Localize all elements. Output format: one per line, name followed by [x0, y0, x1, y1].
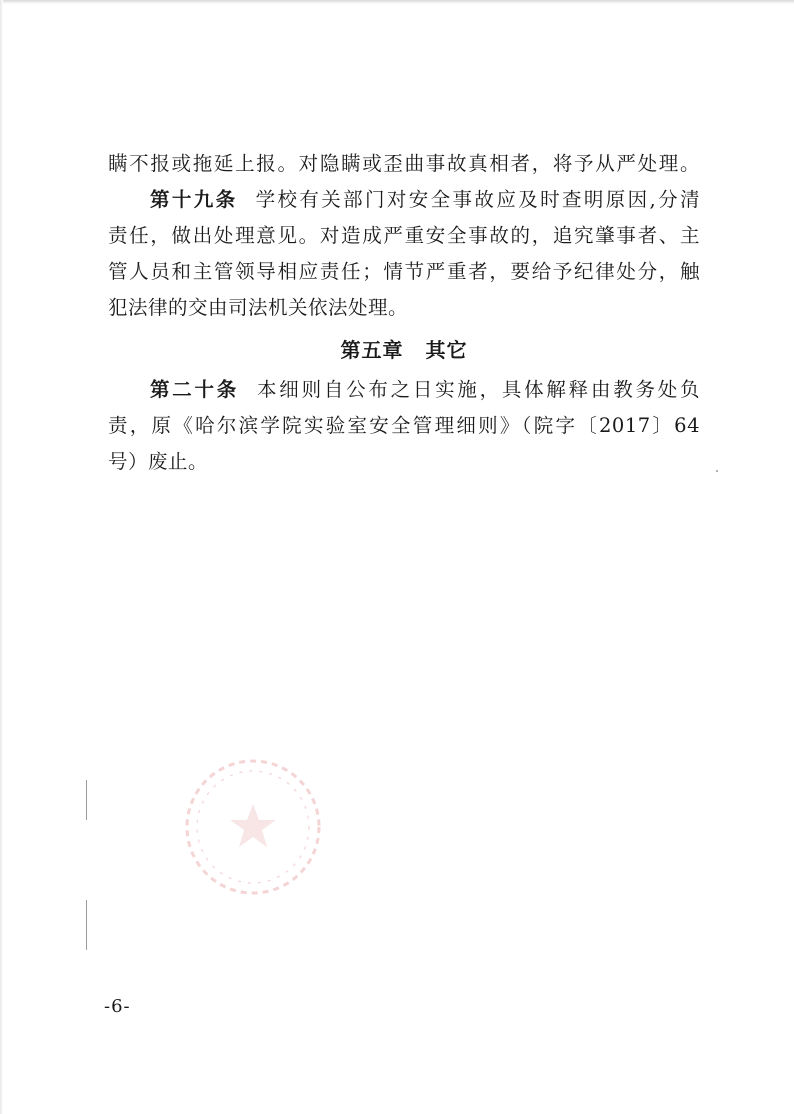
scan-edge-left — [0, 0, 3, 1114]
article-19-number: 第十九条 — [150, 188, 238, 211]
chapter-heading — [108, 332, 700, 368]
chapter-title: 其它 — [425, 338, 468, 362]
page-number: -6- — [104, 996, 131, 1017]
article-19-line-3: 管人员和主管领导相应责任；情节严重者，要给予纪律处分，触 — [108, 260, 700, 283]
scan-edge-top — [0, 0, 794, 4]
article-20-number: 第二十条 — [150, 378, 240, 401]
article-19-line-1 — [108, 182, 700, 218]
scan-speck — [86, 780, 87, 820]
article-20-line-1 — [108, 372, 700, 408]
document-body — [108, 146, 700, 480]
article-20-line-2: 责，原《哈尔滨学院实验室安全管理细则》（院字〔2017〕64 — [108, 414, 700, 437]
article-19-line-4: 犯法律的交由司法机关依法处理。 — [108, 296, 409, 319]
article-20-text-1: 本细则自公布之日实施，具体解释由教务处负 — [257, 378, 700, 401]
article-19-line-2: 责任，做出处理意见。对造成严重安全事故的，追究肇事者、主 — [108, 224, 700, 247]
scan-speck — [86, 900, 87, 950]
paragraph-continued-line: 瞒不报或拖延上报。对隐瞒或歪曲事故真相者，将予从严处理。 — [108, 152, 700, 175]
scan-speck — [716, 470, 718, 472]
chapter-label: 第五章 — [340, 338, 404, 362]
faded-official-stamp — [178, 752, 328, 902]
article-19-text-1: 学校有关部门对安全事故应及时查明原因,分清 — [255, 188, 700, 211]
article-20-line-3: 号）废止。 — [108, 450, 209, 473]
